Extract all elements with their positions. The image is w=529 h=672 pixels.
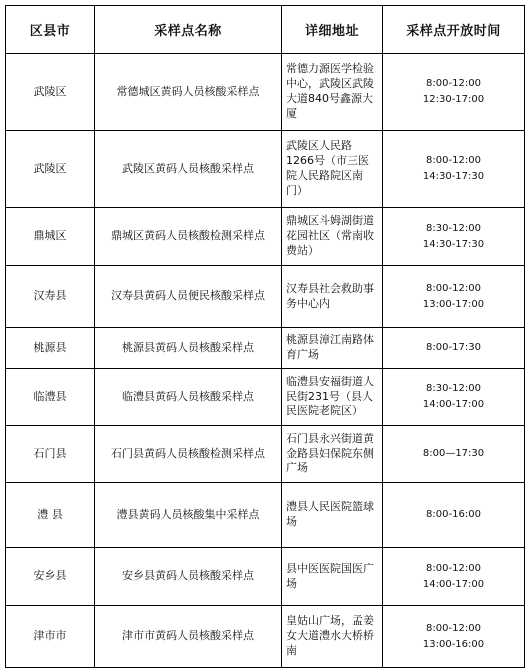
hours-cell	[383, 208, 525, 266]
hours-line: 13:00-16:00	[422, 638, 485, 650]
table-row	[6, 54, 525, 131]
table-row	[6, 606, 525, 668]
header-site-name: 采样点名称	[95, 6, 282, 54]
county-cell: 临澧县	[6, 369, 95, 426]
address-cell: 县中医医院国医广场	[282, 548, 383, 606]
sampling-sites-table	[5, 5, 525, 668]
site-name-cell: 津市市黄码人员核酸采样点	[95, 606, 282, 668]
address-cell: 武陵区人民路1266号（市三医院人民路院区南门）	[282, 131, 383, 208]
header-county: 区县市	[6, 6, 95, 54]
table-row	[6, 426, 525, 483]
hours-line: 14:30-17:30	[422, 171, 485, 182]
hours-line: 13:00-17:00	[422, 298, 485, 310]
address-cell: 临澧县安福街道人民街231号（县人民医院老院区）	[282, 369, 383, 426]
county-cell: 津市市	[6, 606, 95, 668]
hours-line: 8:00-12:00	[426, 282, 481, 294]
site-name-cell: 鼎城区黄码人员核酸检测采样点	[95, 208, 282, 266]
site-name-cell: 澧县黄码人员核酸集中采样点	[95, 483, 282, 548]
address-cell: 澧县人民医院篮球场	[282, 483, 383, 548]
hours-cell	[383, 548, 525, 606]
county-cell: 武陵区	[6, 131, 95, 208]
table-row	[6, 131, 525, 208]
address-cell: 鼎城区斗姆湖街道花园社区（常南收费站）	[282, 208, 383, 266]
site-name-cell: 临澧县黄码人员核酸采样点	[95, 369, 282, 426]
hours-line: 8:30-12:00	[426, 222, 481, 234]
hours-line: 14:00-17:00	[422, 399, 485, 410]
header-address: 详细地址	[282, 6, 383, 54]
table-row	[6, 548, 525, 606]
county-cell: 澧 县	[6, 483, 95, 548]
address-cell: 汉寿县社会救助事务中心内	[282, 266, 383, 328]
address-cell: 桃源县漳江南路体育广场	[282, 328, 383, 369]
address-cell: 石门县永兴街道黄金路县妇保院东侧广场	[282, 426, 383, 483]
hours-cell	[383, 369, 525, 426]
address-cell: 皇姑山广场，孟姜女大道澧水大桥桥南	[282, 606, 383, 668]
header-opening-hours: 采样点开放时间	[383, 6, 525, 54]
header-row	[6, 6, 525, 54]
site-name-cell: 武陵区黄码人员核酸采样点	[95, 131, 282, 208]
hours-cell	[383, 328, 525, 369]
county-cell: 武陵区	[6, 54, 95, 131]
hours-cell	[383, 54, 525, 131]
hours-line: 8:00-12:00	[426, 562, 481, 574]
hours-line: 8:00-12:00	[426, 78, 481, 89]
hours-cell	[383, 266, 525, 328]
hours-line: 8:00-17:30	[426, 342, 481, 353]
document	[5, 5, 524, 667]
site-name-cell: 常德城区黄码人员核酸采样点	[95, 54, 282, 131]
address-cell: 常德力源医学检验中心，武陵区武陵大道840号鑫源大厦	[282, 54, 383, 131]
hours-line: 8:00—17:30	[422, 448, 485, 459]
county-cell: 汉寿县	[6, 266, 95, 328]
site-name-cell: 石门县黄码人员核酸检测采样点	[95, 426, 282, 483]
hours-line: 14:00-17:00	[422, 578, 485, 590]
hours-line: 8:00-12:00	[426, 155, 481, 166]
county-cell: 桃源县	[6, 328, 95, 369]
hours-cell	[383, 426, 525, 483]
hours-line: 8:00-16:00	[426, 509, 481, 520]
hours-cell	[383, 483, 525, 548]
hours-line: 8:00-12:00	[426, 622, 481, 634]
table-row	[6, 266, 525, 328]
county-cell: 鼎城区	[6, 208, 95, 266]
table-row	[6, 328, 525, 369]
county-cell: 石门县	[6, 426, 95, 483]
hours-line: 8:30-12:00	[426, 383, 481, 394]
site-name-cell: 汉寿县黄码人员便民核酸采样点	[95, 266, 282, 328]
hours-line: 14:30-17:30	[422, 238, 485, 250]
site-name-cell: 桃源县黄码人员核酸采样点	[95, 328, 282, 369]
table-row	[6, 483, 525, 548]
site-name-cell: 安乡县黄码人员核酸采样点	[95, 548, 282, 606]
table-row	[6, 208, 525, 266]
county-cell: 安乡县	[6, 548, 95, 606]
table-row	[6, 369, 525, 426]
hours-cell	[383, 606, 525, 668]
hours-cell	[383, 131, 525, 208]
hours-line: 12:30-17:00	[422, 94, 485, 105]
